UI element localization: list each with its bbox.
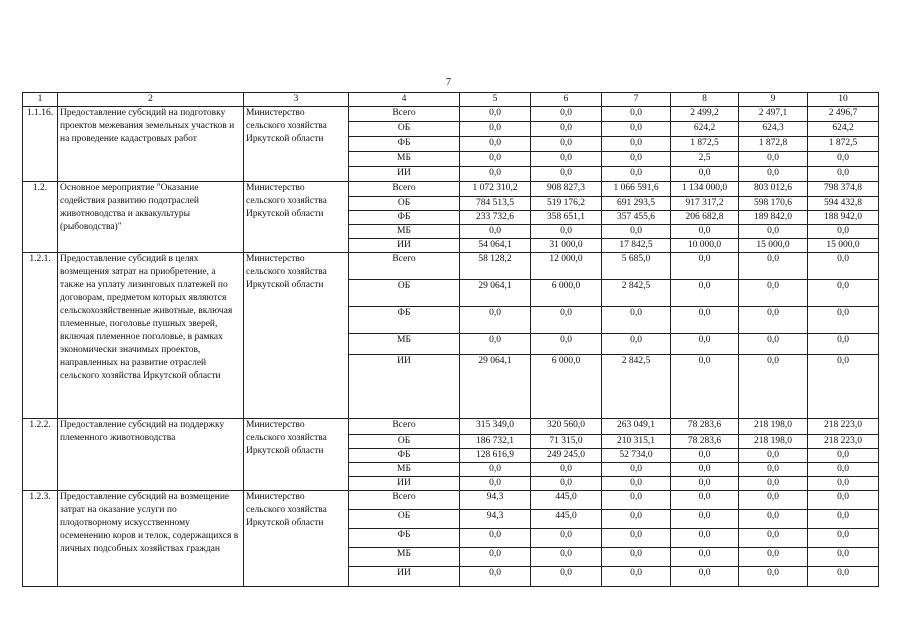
value-cell: 2,5 (671, 152, 739, 167)
value-cell: 0,0 (602, 225, 671, 239)
funding-source: МБ (349, 225, 460, 239)
value-cell: 0,0 (671, 510, 739, 529)
value-cell: 357 455,6 (602, 211, 671, 225)
table-row (23, 253, 879, 280)
value-cell: 0,0 (602, 510, 671, 529)
value-cell: 233 732,6 (460, 211, 531, 225)
value-cell: 0,0 (739, 167, 808, 182)
value-cell: 0,0 (671, 334, 739, 355)
item-name: Предоставление субсидий на возмещение затрат на оказание услуги по плодотворному искусственному осеменению коров и телок, содержащихся в личных подсобных хозяйствах граждан (58, 491, 244, 587)
value-cell: 1 872,8 (739, 137, 808, 152)
value-cell: 0,0 (671, 548, 739, 567)
value-cell: 0,0 (671, 463, 739, 477)
item-code: 1.2.2. (23, 419, 58, 491)
value-cell: 0,0 (602, 107, 671, 122)
value-cell: 210 315,1 (602, 435, 671, 449)
value-cell: 0,0 (602, 334, 671, 355)
value-cell: 263 049,1 (602, 419, 671, 435)
value-cell: 31 000,0 (531, 239, 602, 253)
value-cell: 0,0 (808, 307, 879, 334)
value-cell: 0,0 (671, 225, 739, 239)
value-cell: 519 176,2 (531, 197, 602, 211)
table-body (23, 107, 879, 587)
value-cell: 0,0 (531, 334, 602, 355)
funding-source: Всего (349, 107, 460, 122)
value-cell: 17 842,5 (602, 239, 671, 253)
funding-source: Всего (349, 253, 460, 280)
value-cell: 0,0 (602, 137, 671, 152)
value-cell: 0,0 (531, 137, 602, 152)
value-cell: 320 560,0 (531, 419, 602, 435)
value-cell: 0,0 (531, 548, 602, 567)
value-cell: 0,0 (739, 225, 808, 239)
value-cell: 0,0 (602, 491, 671, 510)
header-cell: 3 (244, 93, 349, 107)
value-cell: 0,0 (602, 122, 671, 137)
funding-source: МБ (349, 548, 460, 567)
value-cell: 0,0 (739, 567, 808, 587)
value-cell: 0,0 (602, 567, 671, 587)
value-cell: 908 827,3 (531, 182, 602, 197)
value-cell: 206 682,8 (671, 211, 739, 225)
header-cell: 9 (739, 93, 808, 107)
value-cell: 6 000,0 (531, 355, 602, 419)
funding-source: Всего (349, 491, 460, 510)
page-number: 7 (446, 77, 451, 88)
value-cell: 803 012,6 (739, 182, 808, 197)
value-cell: 0,0 (460, 137, 531, 152)
item-code: 1.2.1. (23, 253, 58, 419)
funding-source: ОБ (349, 280, 460, 307)
value-cell: 0,0 (808, 491, 879, 510)
value-cell: 188 942,0 (808, 211, 879, 225)
header-row (23, 93, 879, 107)
value-cell: 186 732,1 (460, 435, 531, 449)
value-cell: 0,0 (460, 463, 531, 477)
value-cell: 0,0 (460, 107, 531, 122)
value-cell: 0,0 (808, 355, 879, 419)
header-cell: 8 (671, 93, 739, 107)
value-cell: 0,0 (671, 491, 739, 510)
value-cell: 0,0 (739, 334, 808, 355)
value-cell: 0,0 (460, 167, 531, 182)
value-cell: 0,0 (531, 122, 602, 137)
value-cell: 0,0 (739, 280, 808, 307)
item-code: 1.2.3. (23, 491, 58, 587)
value-cell: 0,0 (531, 225, 602, 239)
value-cell: 1 872,5 (671, 137, 739, 152)
value-cell: 0,0 (460, 307, 531, 334)
value-cell: 10 000,0 (671, 239, 739, 253)
funding-source: Всего (349, 419, 460, 435)
value-cell: 71 315,0 (531, 435, 602, 449)
value-cell: 0,0 (531, 107, 602, 122)
item-executor: Министерство сельского хозяйства Иркутской области (244, 107, 349, 182)
value-cell: 0,0 (460, 477, 531, 491)
funding-source: ФБ (349, 137, 460, 152)
value-cell: 0,0 (739, 463, 808, 477)
value-cell: 218 223,0 (808, 419, 879, 435)
funding-source: ФБ (349, 449, 460, 463)
funding-source: ИИ (349, 477, 460, 491)
value-cell: 0,0 (739, 355, 808, 419)
header-cell: 10 (808, 93, 879, 107)
value-cell: 15 000,0 (808, 239, 879, 253)
value-cell: 0,0 (808, 510, 879, 529)
value-cell: 12 000,0 (531, 253, 602, 280)
value-cell: 0,0 (602, 167, 671, 182)
funding-source: ФБ (349, 211, 460, 225)
value-cell: 58 128,2 (460, 253, 531, 280)
value-cell: 0,0 (671, 477, 739, 491)
value-cell: 0,0 (460, 567, 531, 587)
value-cell: 0,0 (739, 529, 808, 548)
value-cell: 0,0 (531, 167, 602, 182)
value-cell: 5 685,0 (602, 253, 671, 280)
value-cell: 0,0 (460, 548, 531, 567)
value-cell: 2 496,7 (808, 107, 879, 122)
value-cell: 1 066 591,6 (602, 182, 671, 197)
value-cell: 2 842,5 (602, 280, 671, 307)
value-cell: 29 064,1 (460, 355, 531, 419)
funding-source: ИИ (349, 167, 460, 182)
value-cell: 0,0 (602, 529, 671, 548)
value-cell: 917 317,2 (671, 197, 739, 211)
value-cell: 691 293,5 (602, 197, 671, 211)
value-cell: 15 000,0 (739, 239, 808, 253)
value-cell: 624,2 (671, 122, 739, 137)
value-cell: 0,0 (671, 567, 739, 587)
value-cell: 0,0 (808, 334, 879, 355)
table-row (23, 419, 879, 435)
value-cell: 0,0 (808, 477, 879, 491)
item-name: Предоставление субсидий на подготовку проектов межевания земельных участков и на проведение кадастровых работ (58, 107, 244, 182)
funding-source: ОБ (349, 122, 460, 137)
value-cell: 0,0 (671, 307, 739, 334)
funding-source: ФБ (349, 529, 460, 548)
value-cell: 0,0 (739, 152, 808, 167)
value-cell: 0,0 (808, 280, 879, 307)
value-cell: 0,0 (739, 510, 808, 529)
value-cell: 0,0 (531, 307, 602, 334)
value-cell: 0,0 (602, 307, 671, 334)
funding-source: ОБ (349, 197, 460, 211)
value-cell: 0,0 (531, 477, 602, 491)
value-cell: 94,3 (460, 491, 531, 510)
header-cell: 5 (460, 93, 531, 107)
value-cell: 0,0 (739, 477, 808, 491)
budget-table (22, 92, 879, 587)
value-cell: 0,0 (531, 567, 602, 587)
value-cell: 0,0 (739, 491, 808, 510)
value-cell: 0,0 (671, 167, 739, 182)
value-cell: 315 349,0 (460, 419, 531, 435)
value-cell: 78 283,6 (671, 435, 739, 449)
item-executor: Министерство сельского хозяйства Иркутской области (244, 491, 349, 587)
value-cell: 784 513,5 (460, 197, 531, 211)
value-cell: 189 842,0 (739, 211, 808, 225)
value-cell: 0,0 (531, 529, 602, 548)
table-row (23, 491, 879, 510)
value-cell: 594 432,8 (808, 197, 879, 211)
value-cell: 0,0 (460, 152, 531, 167)
value-cell: 0,0 (671, 280, 739, 307)
item-name: Предоставление субсидий в целях возмещения затрат на приобретение, а также на уплату лизинговых платежей по договорам, предметом которых являются сельскохозяйственные животные, включая племенные, поголовье пушных зверей, включая племенное поголовье, в рамках экономически значимых проектов, направленных на развитие отраслей сельского хозяйства Иркутской области (58, 253, 244, 419)
funding-source: ИИ (349, 355, 460, 419)
funding-source: ИИ (349, 567, 460, 587)
header-cell: 7 (602, 93, 671, 107)
value-cell: 0,0 (808, 152, 879, 167)
header-cell: 6 (531, 93, 602, 107)
item-code: 1.1.16. (23, 107, 58, 182)
value-cell: 218 198,0 (739, 435, 808, 449)
item-code: 1.2. (23, 182, 58, 253)
value-cell: 0,0 (739, 253, 808, 280)
value-cell: 0,0 (671, 253, 739, 280)
value-cell: 0,0 (739, 307, 808, 334)
value-cell: 0,0 (671, 449, 739, 463)
value-cell: 0,0 (671, 529, 739, 548)
header-cell: 2 (58, 93, 244, 107)
value-cell: 624,2 (808, 122, 879, 137)
funding-source: МБ (349, 152, 460, 167)
funding-source: Всего (349, 182, 460, 197)
value-cell: 0,0 (602, 152, 671, 167)
value-cell: 0,0 (460, 529, 531, 548)
value-cell: 218 223,0 (808, 435, 879, 449)
value-cell: 0,0 (739, 449, 808, 463)
table-row (23, 182, 879, 197)
value-cell: 598 170,6 (739, 197, 808, 211)
value-cell: 249 245,0 (531, 449, 602, 463)
value-cell: 0,0 (531, 152, 602, 167)
value-cell: 0,0 (602, 548, 671, 567)
value-cell: 0,0 (671, 355, 739, 419)
value-cell: 78 283,6 (671, 419, 739, 435)
value-cell: 6 000,0 (531, 280, 602, 307)
item-name: Предоставление субсидий на поддержку племенного животноводства (58, 419, 244, 491)
value-cell: 0,0 (739, 548, 808, 567)
item-executor: Министерство сельского хозяйства Иркутской области (244, 253, 349, 419)
funding-source: ОБ (349, 510, 460, 529)
value-cell: 2 497,1 (739, 107, 808, 122)
item-executor: Министерство сельского хозяйства Иркутской области (244, 419, 349, 491)
value-cell: 0,0 (602, 463, 671, 477)
value-cell: 0,0 (808, 548, 879, 567)
value-cell: 445,0 (531, 491, 602, 510)
value-cell: 0,0 (808, 253, 879, 280)
value-cell: 1 134 000,0 (671, 182, 739, 197)
value-cell: 29 064,1 (460, 280, 531, 307)
value-cell: 218 198,0 (739, 419, 808, 435)
value-cell: 2 842,5 (602, 355, 671, 419)
value-cell: 624,3 (739, 122, 808, 137)
value-cell: 0,0 (602, 477, 671, 491)
value-cell: 128 616,9 (460, 449, 531, 463)
value-cell: 0,0 (808, 463, 879, 477)
value-cell: 1 872,5 (808, 137, 879, 152)
value-cell: 1 072 310,2 (460, 182, 531, 197)
table-row (23, 107, 879, 122)
value-cell: 94,3 (460, 510, 531, 529)
funding-source: ОБ (349, 435, 460, 449)
value-cell: 0,0 (808, 167, 879, 182)
funding-source: ФБ (349, 307, 460, 334)
value-cell: 0,0 (460, 225, 531, 239)
header-cell: 1 (23, 93, 58, 107)
value-cell: 358 651,1 (531, 211, 602, 225)
funding-source: МБ (349, 334, 460, 355)
value-cell: 54 064,1 (460, 239, 531, 253)
value-cell: 0,0 (808, 567, 879, 587)
value-cell: 0,0 (808, 225, 879, 239)
value-cell: 0,0 (460, 122, 531, 137)
item-executor: Министерство сельского хозяйства Иркутской области (244, 182, 349, 253)
value-cell: 0,0 (808, 529, 879, 548)
value-cell: 798 374,8 (808, 182, 879, 197)
value-cell: 445,0 (531, 510, 602, 529)
header-cell: 4 (349, 93, 460, 107)
funding-source: МБ (349, 463, 460, 477)
value-cell: 0,0 (808, 449, 879, 463)
funding-source: ИИ (349, 239, 460, 253)
value-cell: 52 734,0 (602, 449, 671, 463)
value-cell: 2 499,2 (671, 107, 739, 122)
value-cell: 0,0 (531, 463, 602, 477)
item-name: Основное мероприятие "Оказание содействия развитию подотраслей животноводства и аквакультуры (рыбоводства)" (58, 182, 244, 253)
value-cell: 0,0 (460, 334, 531, 355)
